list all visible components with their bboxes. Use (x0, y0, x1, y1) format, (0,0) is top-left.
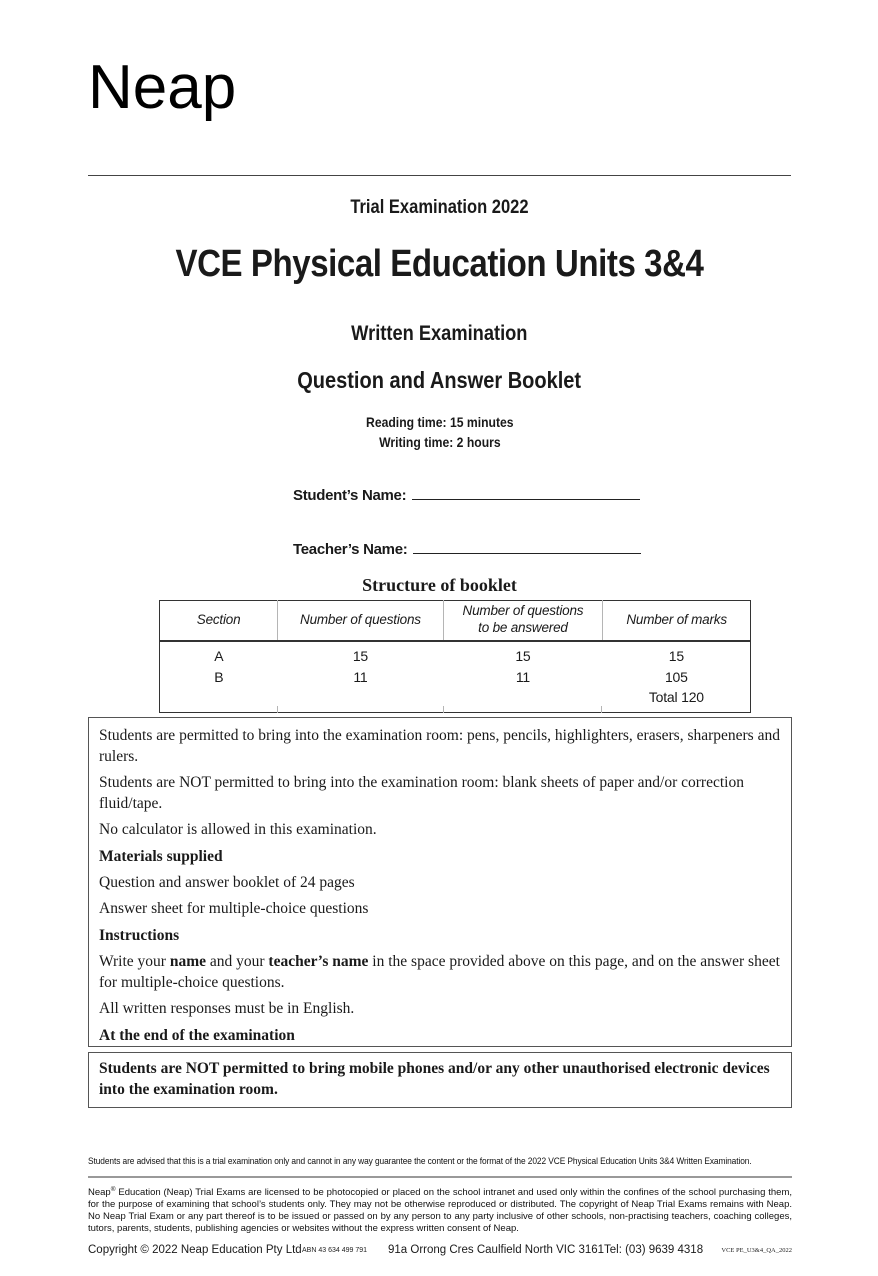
table-total-row (160, 689, 751, 713)
permitted-items-text: Students are permitted to bring into the examination room: pens, pencils, highlighters, erasers, sharpeners and rulers. (99, 727, 780, 765)
table-row (160, 641, 751, 665)
exam-eyebrow (88, 197, 791, 219)
no-calculator-text: No calculator is allowed in this examination. (99, 821, 377, 838)
write-instruction-name-bold: name (169, 953, 206, 970)
writing-time-text: Writing time: 2 hours (378, 434, 501, 450)
document-code: VCE PE_U3&4_QA_2022 (721, 1247, 792, 1254)
reading-time (88, 414, 791, 430)
materials-item-booklet: Question and answer booklet of 24 pages (99, 874, 355, 891)
cell-b-marks: 105 (664, 668, 688, 685)
structure-table (159, 600, 751, 713)
write-instruction-teacher-bold: teacher’s name (268, 953, 369, 970)
end-of-exam-heading: At the end of the examination (99, 1027, 295, 1044)
cell-a-marks: 15 (668, 648, 684, 664)
writing-time (88, 434, 791, 450)
write-instruction-segment: and your (206, 953, 269, 970)
cell-section-a: A (214, 648, 224, 664)
cell-a-answered: 15 (515, 648, 531, 664)
teacher-name-row (293, 538, 641, 559)
license-paragraph (88, 1184, 792, 1235)
teacher-name-label: Teacher’s Name: (293, 541, 408, 558)
mobile-phone-warning-text: Students are NOT permitted to bring mobile phones and/or any other unauthorised electronic devices into the examination room. (99, 1060, 770, 1098)
cell-empty (443, 689, 603, 713)
student-name-row (293, 484, 640, 505)
table-row (160, 665, 751, 689)
license-neap: Neap (88, 1187, 111, 1199)
exam-rules-box (88, 717, 792, 1047)
cell-empty (160, 689, 278, 713)
header-divider (88, 175, 791, 176)
materials-supplied-heading: Materials supplied (99, 848, 223, 865)
table-header-row (160, 601, 751, 641)
reading-time-text: Reading time: 15 minutes (365, 414, 514, 430)
license-body-text: Education (Neap) Trial Exams are licensed to be photocopied or placed on the school intranet and used only within the confines of the school purchasing them, for the purpose of examining that school’s students only. They may not be otherwise reproduced or distributed. The copyright of Neap Trial Exams remains with Neap. No Neap Trial Exam or any part thereof is to be issued or passed on by any person to any party inclusive of other schools, non-practising teachers, coaching colleges, tutors, parents, students, publishing agencies or websites without the express written consent of Neap. (88, 1187, 792, 1235)
cell-total-marks: Total 120 (648, 689, 704, 706)
materials-item-answer-sheet: Answer sheet for multiple-choice questions (99, 900, 369, 917)
mobile-phone-warning-box (88, 1052, 792, 1108)
write-instruction-segment: in the space provided above on this page, and on the answer sheet for multiple-choice questions. (99, 953, 780, 991)
exam-subtitle-text: Written Examination (351, 322, 528, 345)
col-header-num-marks: Number of marks (603, 601, 751, 641)
instructions-heading: Instructions (99, 927, 180, 944)
telephone-text: Tel: (03) 9639 4318 (604, 1244, 704, 1256)
cell-section-b: B (214, 668, 224, 685)
table-bottom-tick (277, 706, 278, 713)
abn-text: ABN 43 634 499 791 (302, 1247, 367, 1254)
cell-b-questions: 11 (353, 668, 368, 685)
address-text: 91a Orrong Cres Caulfield North VIC 3161 (388, 1244, 605, 1256)
page-title-text: VCE Physical Education Units 3&4 (175, 243, 704, 285)
copyright-text: Copyright © 2022 Neap Education Pty Ltd (88, 1244, 302, 1256)
cell-b-answered: 11 (515, 668, 530, 685)
footer-divider (88, 1176, 792, 1178)
col-header-num-questions: Number of questions (278, 601, 443, 641)
student-name-label: Student’s Name: (293, 487, 407, 504)
eyebrow-text: Trial Examination 2022 (350, 197, 529, 218)
neap-logo: Neap (88, 53, 237, 122)
trial-exam-advisory: Students are advised that this is a trial examination only and cannot in any way guarantee the content or the format of the 2022 VCE Physical Education Units 3&4 Written Examination. (88, 1156, 752, 1166)
booklet-subtitle-text: Question and Answer Booklet (297, 367, 582, 393)
table-bottom-tick (443, 706, 444, 713)
not-permitted-items-text: Students are NOT permitted to bring into the examination room: blank sheets of paper and/or correction fluid/tape. (99, 774, 744, 812)
write-instruction-segment: Write your (99, 953, 170, 970)
teacher-name-line[interactable] (413, 538, 641, 554)
student-name-line[interactable] (412, 484, 640, 500)
cell-empty (278, 689, 443, 713)
write-name-instruction (99, 951, 781, 993)
booklet-subtitle (88, 367, 791, 394)
english-responses-text: All written responses must be in English. (99, 1000, 355, 1017)
col-header-section: Section (160, 601, 278, 641)
registered-trademark-symbol: ® (110, 1186, 116, 1193)
table-bottom-tick (601, 706, 602, 713)
col-header-num-answered: Number of questions to be answered (443, 601, 603, 641)
page-title (88, 243, 791, 286)
exam-subtitle (88, 322, 791, 346)
cell-a-questions: 15 (352, 648, 369, 664)
structure-of-booklet-title: Structure of booklet (362, 575, 517, 595)
copyright-row (0, 1244, 878, 1260)
structure-table-wrapper (159, 600, 751, 713)
